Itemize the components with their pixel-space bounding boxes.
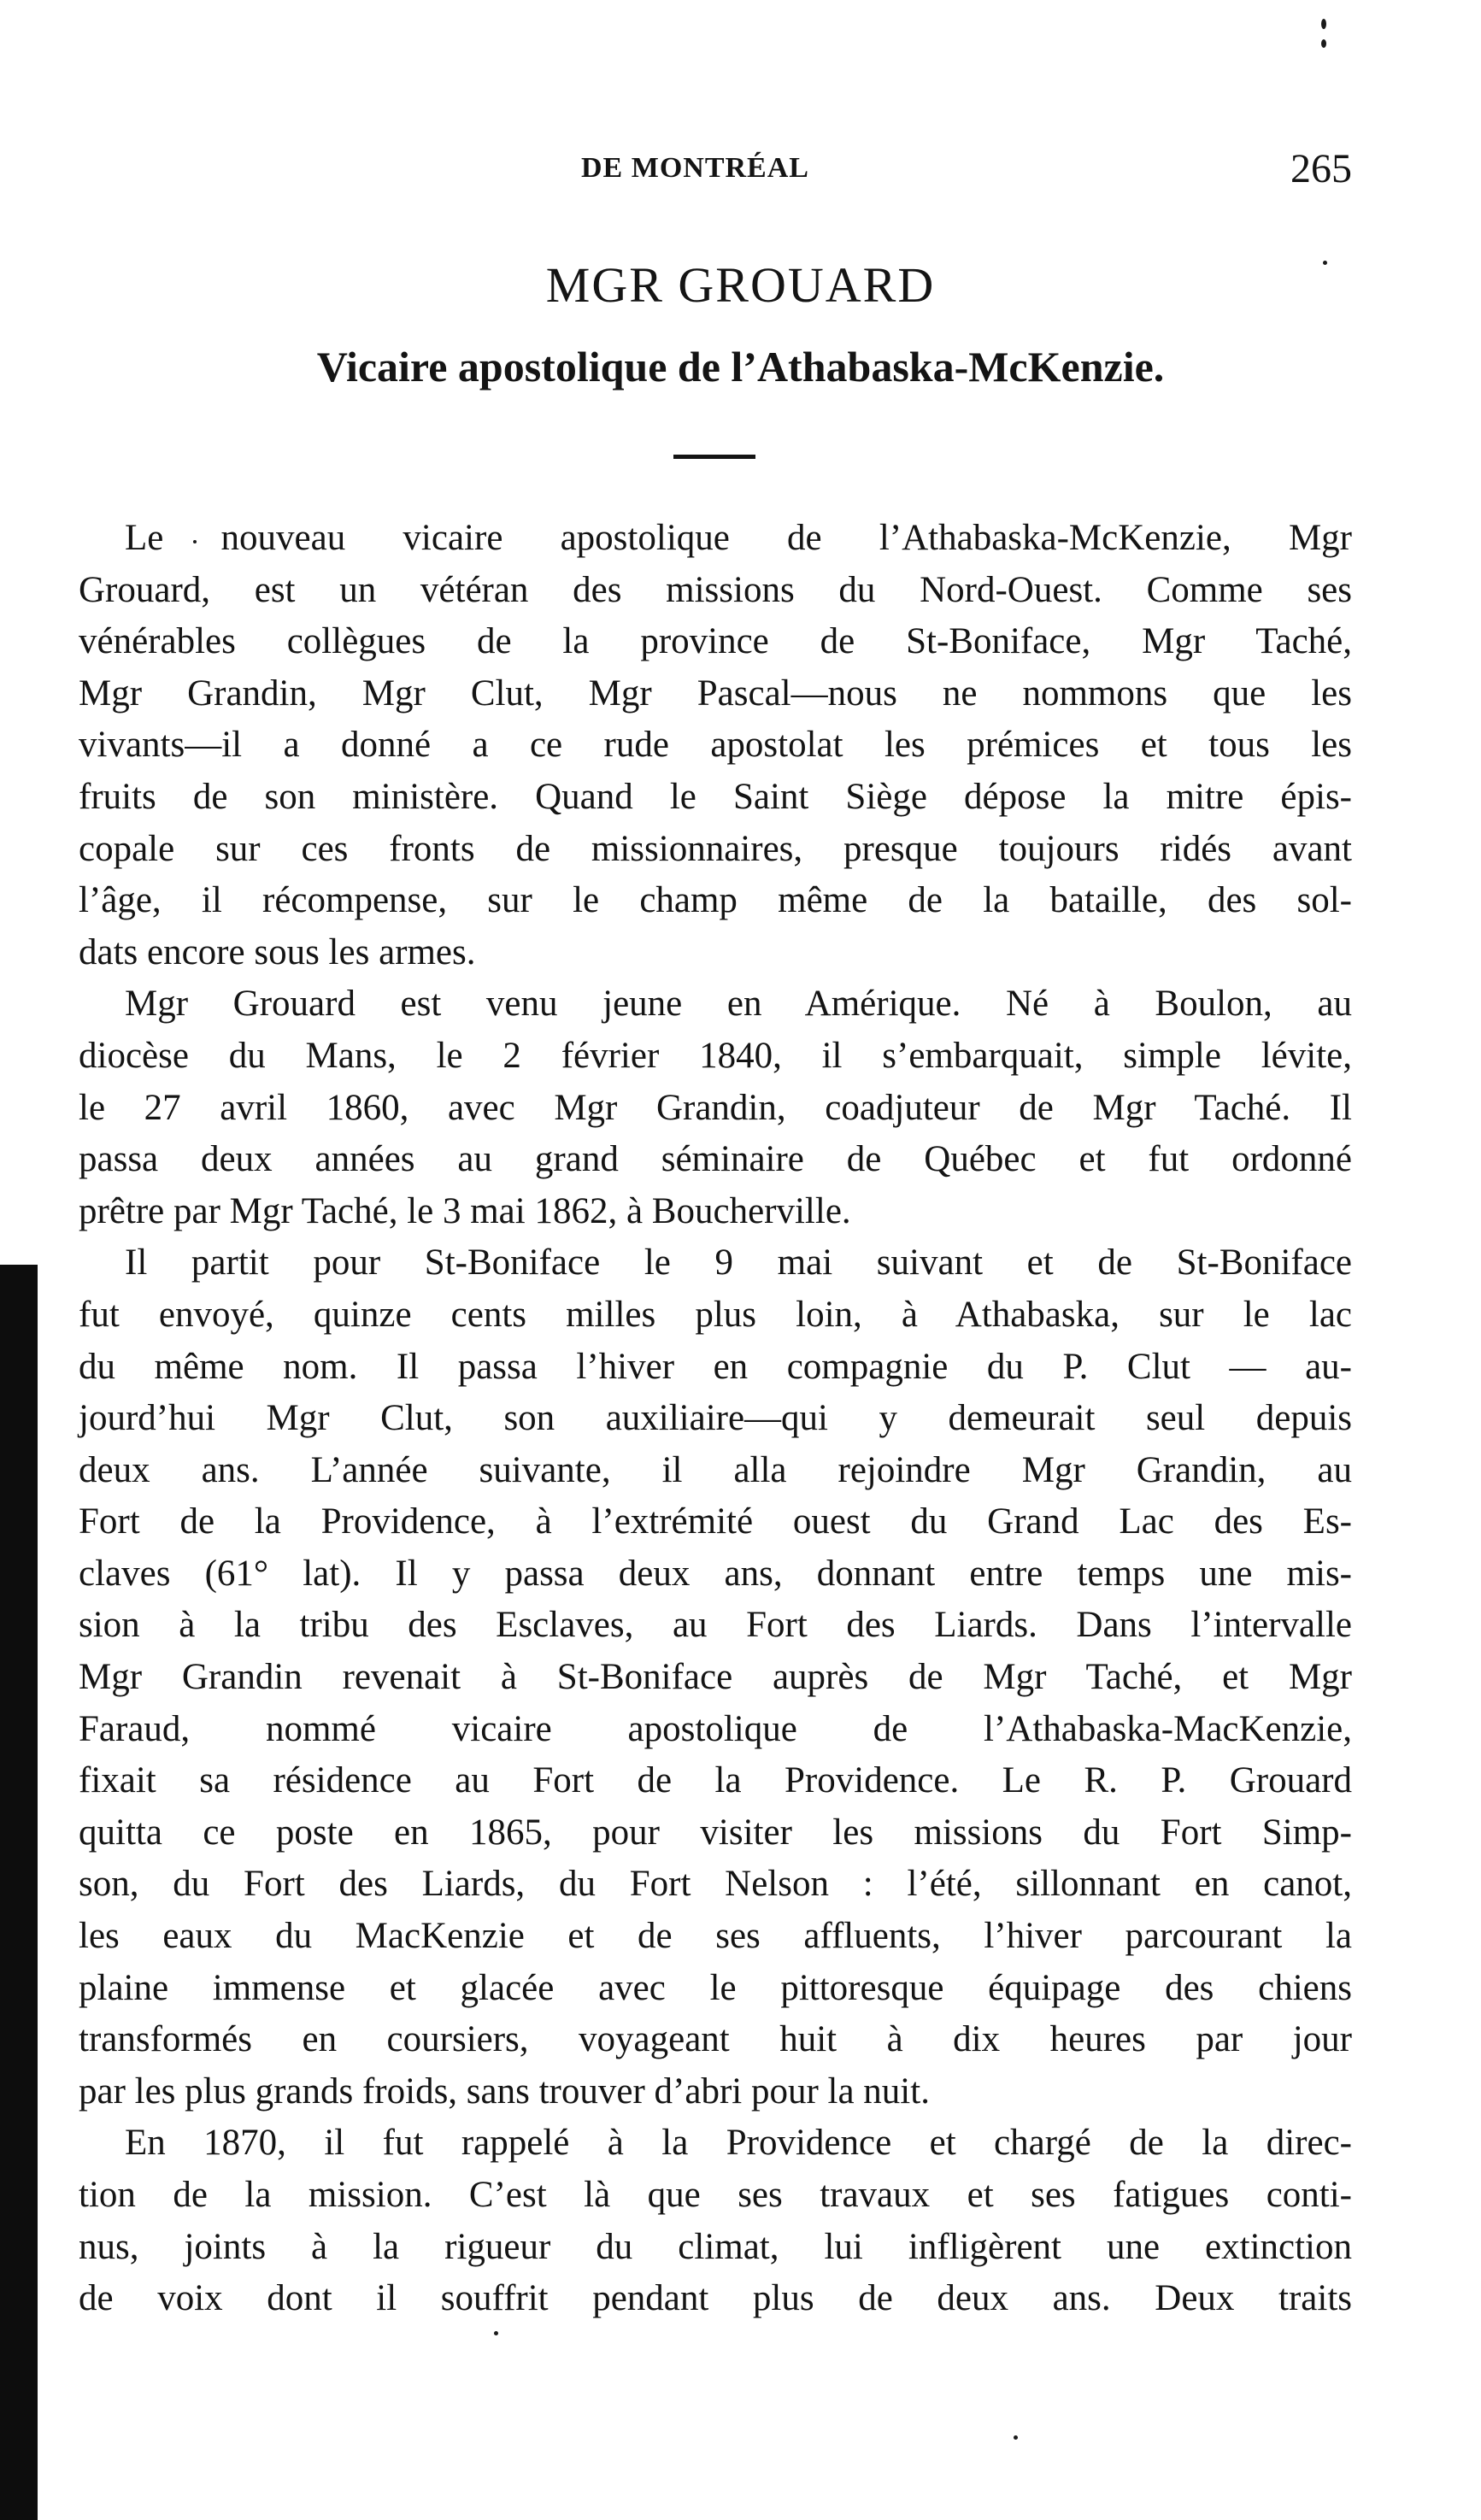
body-line: Mgr Grouard est venu jeune en Amérique. Né à Boulon, au (125, 984, 1352, 1025)
body-line: deux ans. L’année suivante, il alla rejoindre Mgr Grandin, au (79, 1449, 1352, 1490)
body-line: du même nom. Il passa l’hiver en compagnie du P. Clut — au- (79, 1346, 1352, 1387)
body-line: les eaux du MacKenzie et de ses affluents, l’hiver parcourant la (79, 1916, 1352, 1957)
body-line: par les plus grands froids, sans trouver d’abri pour la nuit. (79, 2071, 930, 2112)
body-line: Mgr Grandin revenait à St-Boniface auprès de Mgr Taché, et Mgr (79, 1657, 1352, 1698)
body-line: prêtre par Mgr Taché, le 3 mai 1862, à Boucherville. (79, 1190, 851, 1231)
body-line: de voix dont il souffrit pendant plus de deux ans. Deux traits (79, 2278, 1352, 2319)
body-line: vénérables collègues de la province de St-Boniface, Mgr Taché, (79, 621, 1352, 662)
body-line: Fort de la Providence, à l’extrémité ouest du Grand Lac des Es- (79, 1501, 1352, 1542)
body-line: Mgr Grandin, Mgr Clut, Mgr Pascal—nous ne nommons que les (79, 673, 1352, 714)
body-line: quitta ce poste en 1865, pour visiter les missions du Fort Simp- (79, 1812, 1352, 1853)
body-line: passa deux années au grand séminaire de Québec et fut ordonné (79, 1139, 1352, 1180)
print-speck (1321, 39, 1326, 48)
body-line: son, du Fort des Liards, du Fort Nelson : l’été, sillonnant en canot, (79, 1864, 1352, 1905)
article-subtitle: Vicaire apostolique de l’Athabaska-McKenzie. (316, 343, 1165, 391)
body-line: l’âge, il récompense, sur le champ même de la bataille, des sol- (79, 880, 1352, 921)
title-rule (673, 455, 755, 459)
print-speck (1014, 2435, 1018, 2440)
body-line: fixait sa résidence au Fort de la Providence. Le R. P. Grouard (79, 1760, 1352, 1801)
page-number: 265 (1290, 146, 1352, 191)
body-line: copale sur ces fronts de missionnaires, presque toujours ridés avant (79, 828, 1352, 869)
running-title: DE MONTRÉAL (581, 152, 809, 184)
print-speck (1321, 19, 1326, 29)
body-line: fruits de son ministère. Quand le Saint Siège dépose la mitre épis- (79, 776, 1352, 817)
body-line: En 1870, il fut rappelé à la Providence et chargé de la direc- (125, 2123, 1352, 2164)
body-line: fut envoyé, quinze cents milles plus loin, à Athabaska, sur le lac (79, 1294, 1352, 1335)
body-line: diocèse du Mans, le 2 février 1840, il s’embarquait, simple lévite, (79, 1035, 1352, 1076)
body-line: claves (61° lat). Il y passa deux ans, donnant entre temps une mis- (79, 1553, 1352, 1594)
page-binding-shadow (0, 1265, 38, 2520)
body-line: sion à la tribu des Esclaves, au Fort des Liards. Dans l’intervalle (79, 1605, 1352, 1646)
body-line: plaine immense et glacée avec le pittoresque équipage des chiens (79, 1967, 1352, 2008)
body-line: nus, joints à la rigueur du climat, lui infligèrent une extinction (79, 2226, 1352, 2267)
body-line: le 27 avril 1860, avec Mgr Grandin, coadjuteur de Mgr Taché. Il (79, 1087, 1352, 1128)
article-title: MGR GROUARD (545, 257, 936, 313)
body-line: Grouard, est un vétéran des missions du Nord-Ouest. Comme ses (79, 569, 1352, 610)
body-line: Faraud, nommé vicaire apostolique de l’Athabaska-MacKenzie, (79, 1708, 1352, 1749)
body-line: vivants—il a donné a ce rude apostolat les prémices et tous les (79, 725, 1352, 766)
body-line: Il partit pour St-Boniface le 9 mai suivant et de St-Boniface (125, 1242, 1352, 1283)
body-line: jourd’hui Mgr Clut, son auxiliaire—qui y demeurait seul depuis (79, 1398, 1352, 1439)
print-speck (494, 2331, 498, 2335)
body-line: tion de la mission. C’est là que ses travaux et ses fatigues conti- (79, 2175, 1352, 2215)
article-body (79, 513, 1352, 2325)
body-line: dats encore sous les armes. (79, 931, 476, 972)
body-line: Le nouveau vicaire apostolique de l’Athabaska-McKenzie, Mgr (125, 518, 1352, 558)
running-head (0, 146, 1481, 203)
body-line: transformés en coursiers, voyageant huit à dix heures par jour (79, 2019, 1352, 2060)
